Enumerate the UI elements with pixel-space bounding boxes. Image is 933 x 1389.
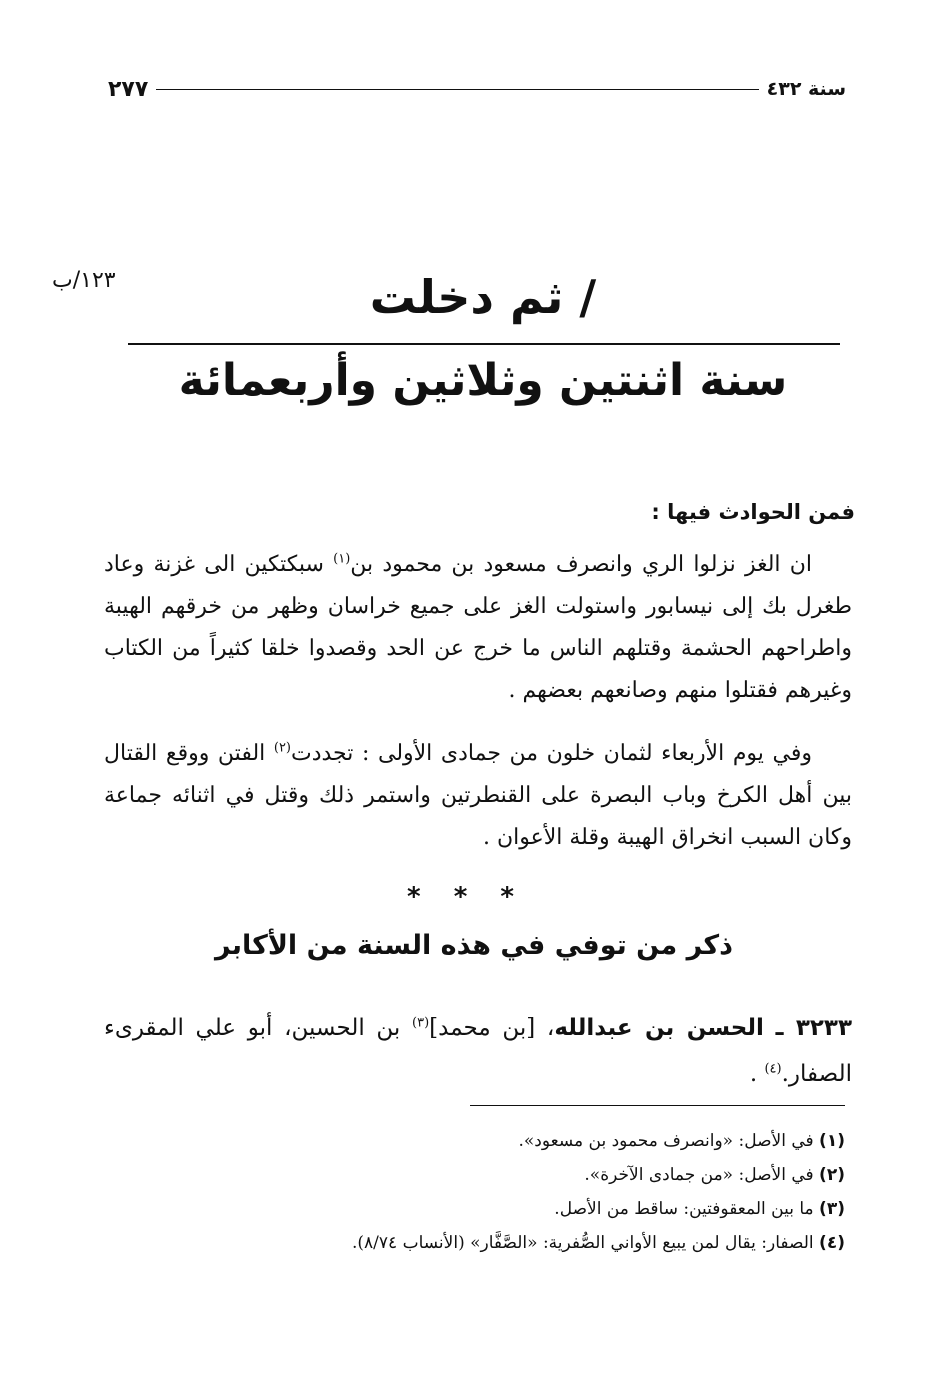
running-head	[108, 74, 846, 104]
footnotes-list	[285, 1124, 845, 1260]
footnote-item	[285, 1124, 845, 1158]
paragraph-events-2	[104, 733, 852, 859]
title-divider	[128, 343, 840, 345]
paragraph-text: وفي يوم الأربعاء لثمان خلون من جمادى الأولى : تجددت	[291, 741, 812, 766]
footnote-reference[interactable]: (١)	[333, 551, 351, 567]
running-head-rule	[156, 89, 758, 90]
footnote-divider	[470, 1105, 845, 1106]
paragraph-text: ان الغز نزلوا الري وانصرف مسعود بن محمود بن	[350, 552, 812, 577]
obituaries-heading: ذكر من توفي في هذه السنة من الأكابر	[215, 930, 733, 961]
footnote-mark: (٤)	[819, 1233, 845, 1253]
biography-entry	[104, 1005, 852, 1097]
footnote-reference[interactable]: (٤)	[764, 1061, 782, 1077]
paragraph-text: سبكتكين الى غزنة وعاد طغرل بك إلى نيسابور واستولت الغز على جميع خراسان وظهر من خرقهم الهيبة واطراحهم الحشمة وقتلهم الناس ما خرج عن الحد وقصدوا خلقا كثيراً من الكتاب وغيرهم فقتلوا منهم وصانعهم بعضهم .	[104, 552, 852, 703]
entry-number: ٣٢٣٣ ـ	[775, 1015, 853, 1041]
footnote-mark: (٣)	[819, 1199, 845, 1219]
footnote-mark: (١)	[819, 1131, 845, 1151]
entry-name: الحسن بن عبدالله	[554, 1015, 764, 1041]
footnote-reference[interactable]: (٣)	[412, 1015, 430, 1031]
footnote-text: ما بين المعقوفتين: ساقط من الأصل.	[554, 1199, 814, 1219]
footnote-item	[285, 1192, 845, 1226]
running-head-year: سنة ٤٣٢	[766, 78, 846, 100]
footnote-text: في الأصل: «وانصرف محمود بن مسعود».	[518, 1131, 814, 1151]
section-label: فمن الحوادث فيها :	[651, 500, 855, 524]
paragraph-text: الفتن ووقع القتال بين أهل الكرخ وباب البصرة على القنطرتين واستمر ذلك وقتل في اثنائه جماعة وكان السبب انخراق الهيبة وقلة الأعوان .	[104, 741, 852, 850]
entry-text: ، [بن محمد]	[429, 1015, 555, 1041]
manuscript-folio-marker: ١٢٣/ب	[52, 268, 116, 293]
footnote-item	[285, 1226, 845, 1260]
entry-text: بن الحسين، أبو علي المقرىء الصفار.	[104, 1015, 852, 1087]
footnote-text: في الأصل: «من جمادى الآخرة».	[584, 1165, 814, 1185]
chapter-title-top: / ثم دخلت	[369, 270, 597, 324]
section-separator: * * *	[407, 882, 526, 912]
footnote-item	[285, 1158, 845, 1192]
footnote-mark: (٢)	[819, 1165, 845, 1185]
page-number: ٢٧٧	[108, 76, 149, 102]
chapter-title-main: سنة اثنتين وثلاثين وأربعمائة	[178, 355, 788, 406]
paragraph-events-1	[104, 544, 852, 712]
footnote-reference[interactable]: (٢)	[273, 740, 291, 756]
footnote-text: الصفار: يقال لمن يبيع الأواني الصُّفرية: «الصَّفَّار» (الأنساب ٨/٧٤).	[352, 1233, 814, 1253]
entry-text: .	[749, 1061, 765, 1087]
